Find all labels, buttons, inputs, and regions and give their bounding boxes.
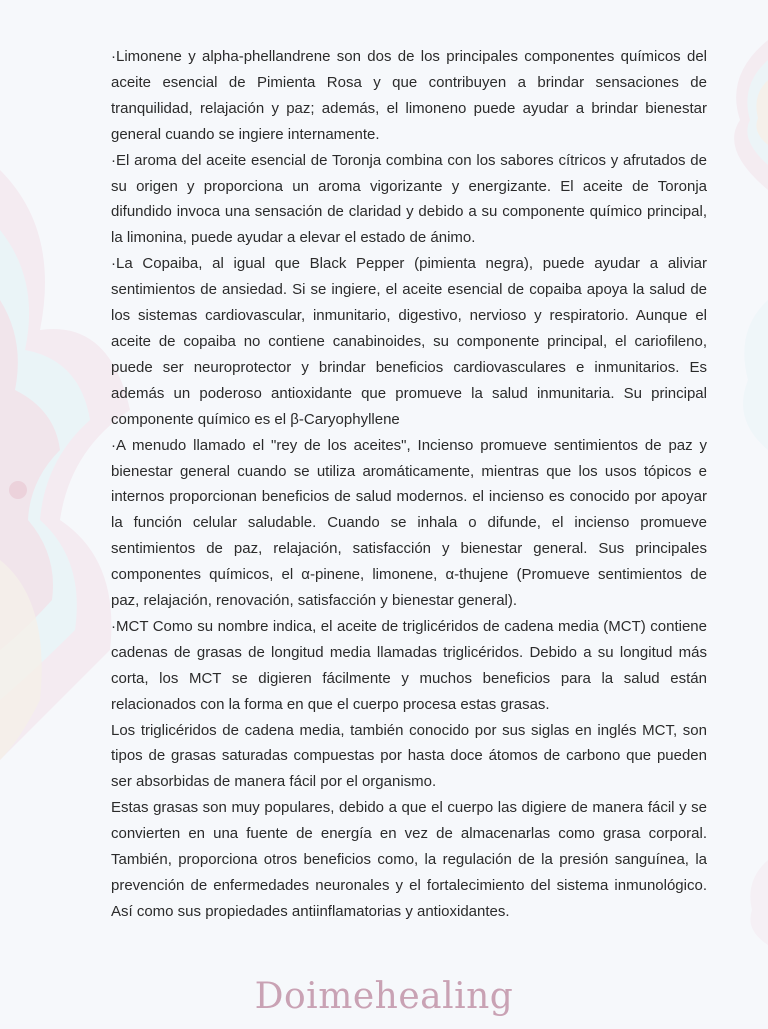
paragraph-pimienta-rosa: ·Limonene y alpha-phellandrene son dos de los principales componentes químicos del aceite esencial de Pimienta Rosa y que contribuyen a brindar sensaciones de tranquilidad, relajación y paz; además, el limoneno puede ayudar a brindar bienestar general cuando se ingiere internamente.	[111, 48, 707, 143]
paragraph-mct: ·MCT Como su nombre indica, el aceite de triglicéridos de cadena media (MCT) contiene cadenas de grasas de longitud media llamadas triglicéridos. Debido a su longitud más corta, los MCT se digieren fácilmente y muchos beneficios para la salud están relacionados con la forma en que el cuerpo procesa estas grasas.	[111, 617, 707, 713]
footer-brand-title: Doimehealing	[254, 976, 514, 1017]
paragraph-toronja: ·El aroma del aceite esencial de Toronja combina con los sabores cítricos y afrutados de su origen y proporciona un aroma vigorizante y energizante. El aceite de Toronja difundido invoca una sensación de claridad y debido a su componente químico principal, la limonina, puede ayudar a elevar el estado de ánimo.	[111, 151, 707, 247]
document-body	[111, 44, 707, 925]
paragraph-mct-definition: Los triglicéridos de cadena media, también conocido por sus siglas en inglés MCT, son tipos de grasas saturadas compuestas por hasta doce átomos de carbono que pueden ser absorbidas de manera fácil por el organismo.	[111, 721, 707, 791]
paragraph-mct-benefits: Estas grasas son muy populares, debido a que el cuerpo las digiere de manera fácil y se convierten en una fuente de energía en vez de almacenarlas como grasa corporal. También, proporciona otros beneficios como, la regulación de la presión sanguínea, la prevención de enfermedades neuronales y el fortalecimiento del sistema inmunológico. Así como sus propiedades antiinflamatorias y antioxidantes.	[111, 799, 707, 920]
paragraph-incienso: ·A menudo llamado el "rey de los aceites", Incienso promueve sentimientos de paz y bienestar general cuando se utiliza aromáticamente, mientras que los usos tópicos e internos proporcionan beneficios de salud modernos. el incienso es conocido por apoyar la función celular saludable. Cuando se inhala o difunde, el incienso promueve sentimientos de paz, relajación, satisfacción y bienestar general. Sus principales componentes químicos, el α-pinene, limonene, α-thujene (Promueve sentimientos de paz, relajación, renovación, satisfacción y bienestar general).	[111, 436, 707, 610]
paragraph-copaiba: ·La Copaiba, al igual que Black Pepper (pimienta negra), puede ayudar a aliviar sentimientos de ansiedad. Si se ingiere, el aceite esencial de copaiba apoya la salud de los sistemas cardiovascular, inmunitario, digestivo, nervioso y respiratorio. Aunque el aceite de copaiba no contiene canabinoides, su componente principal, el cariofileno, puede ser neuroprotector y brindar beneficios cardiovasculares e inmunitarios. Es además un poderoso antioxidante que promueve la salud inmunitaria. Su principal componente químico es el β-Caryophyllene	[111, 255, 707, 428]
